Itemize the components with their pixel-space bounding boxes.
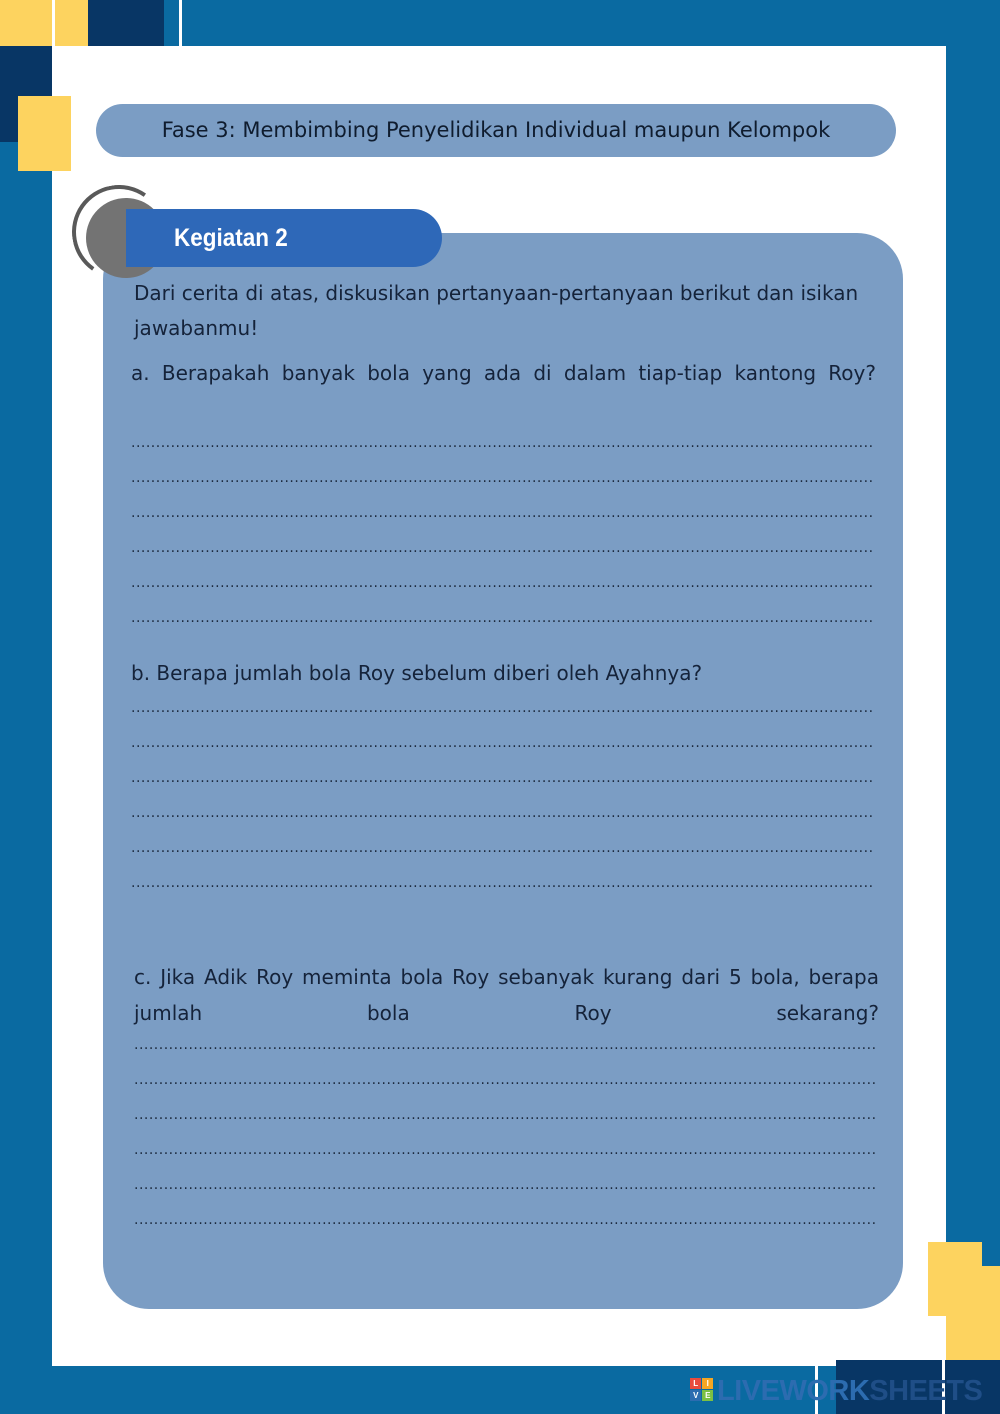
answer-line[interactable]	[131, 833, 874, 868]
activity-instructions: Dari cerita di atas, diskusikan pertanyaan-pertanyaan berikut dan isikan jawabanmu!	[134, 281, 859, 340]
answer-line[interactable]	[131, 603, 874, 638]
answer-line[interactable]	[131, 798, 874, 833]
answer-line[interactable]	[134, 1170, 877, 1205]
answer-line[interactable]	[134, 1030, 877, 1065]
decor-outline-top	[52, 0, 182, 66]
answer-a[interactable]	[131, 428, 874, 638]
answer-c[interactable]	[134, 1030, 877, 1240]
answer-line[interactable]	[131, 868, 874, 903]
answer-line[interactable]	[131, 693, 874, 728]
answer-line[interactable]	[131, 463, 874, 498]
logo-text-part1: LIVEWORK	[717, 1375, 870, 1407]
answer-line[interactable]	[134, 1065, 877, 1100]
phase-title: Fase 3: Membimbing Penyelidikan Individual maupun Kelompok	[96, 104, 896, 157]
answer-line[interactable]	[131, 498, 874, 533]
liveworksheets-logo	[690, 1376, 982, 1406]
question-b: b. Berapa jumlah bola Roy sebelum diberi oleh Ayahnya?	[131, 661, 703, 685]
answer-line[interactable]	[134, 1135, 877, 1170]
decor-yellow-square-bottom-right	[928, 1242, 982, 1316]
answer-b[interactable]	[131, 693, 874, 903]
answer-line[interactable]	[134, 1100, 877, 1135]
answer-line[interactable]	[131, 568, 874, 603]
decor-yellow-square-left	[18, 96, 71, 171]
answer-line[interactable]	[131, 763, 874, 798]
logo-text-part2: SHEETS	[869, 1375, 983, 1407]
answer-line[interactable]	[131, 428, 874, 463]
liveworksheets-logo-icon: L I V E	[690, 1378, 714, 1402]
question-c: c. Jika Adik Roy meminta bola Roy sebanyak kurang dari 5 bola, berapa jumlah bola Roy sekarang?	[134, 965, 879, 1025]
question-a: a. Berapakah banyak bola yang ada di dalam tiap-tiap kantong Roy?	[131, 361, 876, 385]
answer-line[interactable]	[131, 728, 874, 763]
answer-line[interactable]	[131, 533, 874, 568]
answer-line[interactable]	[134, 1205, 877, 1240]
activity-title: Kegiatan 2	[174, 224, 288, 252]
